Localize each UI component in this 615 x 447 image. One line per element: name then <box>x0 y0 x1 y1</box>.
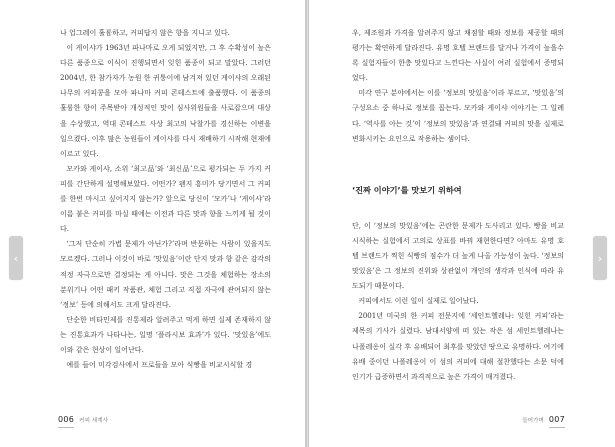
page-number: 007 <box>548 415 565 424</box>
paragraph: ‘그저 단순히 가볍 문제가 아닌가?’라며 반문하는 사람이 있을지도 모르겠다. 그러나 이것이 바로 ‘맛있음’이란 단지 맛과 향 같은 감각의 적정 자극으로만 결정되는 게 아니다. 맛은 그것을 체험하는 장소의 분위기나 어떤 패키 작품관, 체험 그리고 직접 자극에 관여되지 않는 ‘정보’ 등에 의해서도 크게 달라진다. <box>60 239 271 309</box>
right-page-top-text <box>352 25 564 146</box>
paragraph: 단, 이 ‘정보의 맛있음’에는 곤란한 문제가 도사리고 있다. 빵을 비교시식하는 실험에서 고의로 상표를 바꿔 재현한다면? 아마도 유명 호텔 브랜드가 찍힌 식빵의 점수가 더 높게 나올 가능성이 높다. ‘정보의 맛있음’은 그 정보의 진위와 상관없이 개인의 생각과 인식에 따라 유도되기 때문이다. <box>352 220 564 291</box>
right-page <box>308 0 615 447</box>
paragraph: 예를 들어 미각검사에서 프로들을 모아 식빵을 비교시식할 경 <box>66 360 253 370</box>
running-title: 들어가며 <box>522 418 544 424</box>
chevron-right-icon: › <box>597 251 603 265</box>
previous-page-button[interactable] <box>9 236 23 280</box>
section-title: ‘진짜 이야기’를 맛보기 위하여 <box>352 184 462 195</box>
right-page-body <box>352 25 564 384</box>
left-page-body <box>60 25 271 372</box>
page-number: 006 <box>58 415 75 424</box>
paragraph: 모카와 게이샤, 소위 ‘최고品’와 ‘최신品’으로 평가되는 두 가지 커피를 간단하게 설명해보았다. 어떤가? 왠지 흥미가 당기면서 그 커피를 한번 마시고 싶어지지 않는가? 앞으로 당신이 ‘모카’나 ‘게이샤’라 이름 붙은 커피를 마실 때에는 이전과 다른 맛과 향을 느끼게 될 것이다. <box>60 163 271 234</box>
paragraph: 이 게이샤가 1963년 파나마로 오게 되었지만, 그 후 수확성이 높은 다른 품종으로 이식이 진행되면서 잊힌 품종이 되고 말았다. 그러던 2004년, 한 참가자가 농원 한 귀퉁이에 남겨져 있던 게이샤의 오래된 나무의 커피콩을 모아 파나마 커피 콘테스트에 출품했다. 이 품종의 훌륭한 향이 주목받아 개성적인 맛이 심사위원들을 사로잡으며 대상을 수상했고, 역대 콘테스트 사상 최고의 낙찰가를 경신하는 이변을 일으켰다. 이후 많은 농원들이 게이샤를 다시 재배하기 시작해 현재에 이르고 있다. <box>60 43 271 158</box>
paragraph: 단순한 비타민제를 진통제라 알려주고 먹게 하면 실제 존재하지 않는 진통효과가 나타나는, 일명 ‘플라시보 효과’가 있다. ‘맛있음’에도 이와 같은 현상이 일어난다. <box>60 314 271 354</box>
chevron-left-icon: ‹ <box>13 251 19 265</box>
left-folio <box>58 415 108 424</box>
folio-rule <box>58 427 74 428</box>
paragraph: 우, 제조원과 가격을 알려주지 않고 채점할 때와 정보를 제공할 때의 평가는 확연하게 달라진다. 유명 호텔 브랜드를 달거나 가격이 높을수록 실험자들이 한층 맛있다고 느낀다는 사실이 여러 실험에서 증명되었다. <box>352 28 564 83</box>
paragraph: 나 업그레이 훌륭하고, 커피답지 않은 향을 지니고 있다. <box>60 28 230 37</box>
paragraph: 미각 연구 분야에서는 이를 ‘정보의 맛있음’이라 부르고, ‘맛있음’의 구성요소 중 하나로 정보를 꼽는다. 모카와 게이샤 이야기는 그 일례다. ‘역사를 아는 것’이 ‘정보의 맛있음’과 연결돼 커피의 맛을 실제로 변화시키는 요인으로 작용하는 셈이다. <box>352 88 564 143</box>
running-title: 커피 세계사 <box>79 418 108 424</box>
next-page-button[interactable] <box>593 236 607 280</box>
right-folio <box>522 415 565 424</box>
left-page <box>0 0 306 447</box>
paragraph: 커피에서도 이런 일이 실제로 일어났다. <box>358 296 479 306</box>
folio-rule <box>549 427 565 428</box>
right-page-bottom-text <box>352 218 564 384</box>
paragraph: 2001년 미국의 한 커피 전문지에 ‘세인트헬레나: 잊힌 커피’라는 제목의 기사가 실렸다. 남대서양에 떠 있는 작은 섬 세인트헬레나는 나폴레옹이 실각 후 유배되어 최후를 맞았던 땅으로 유명하다. 여기에 유배 중이던 나폴레옹이 이 섬의 커피에 대해 절찬했다는 소문 덕에 인기가 급증하면서 과격적으로 높은 가격이 매겨졌다. <box>352 311 564 381</box>
